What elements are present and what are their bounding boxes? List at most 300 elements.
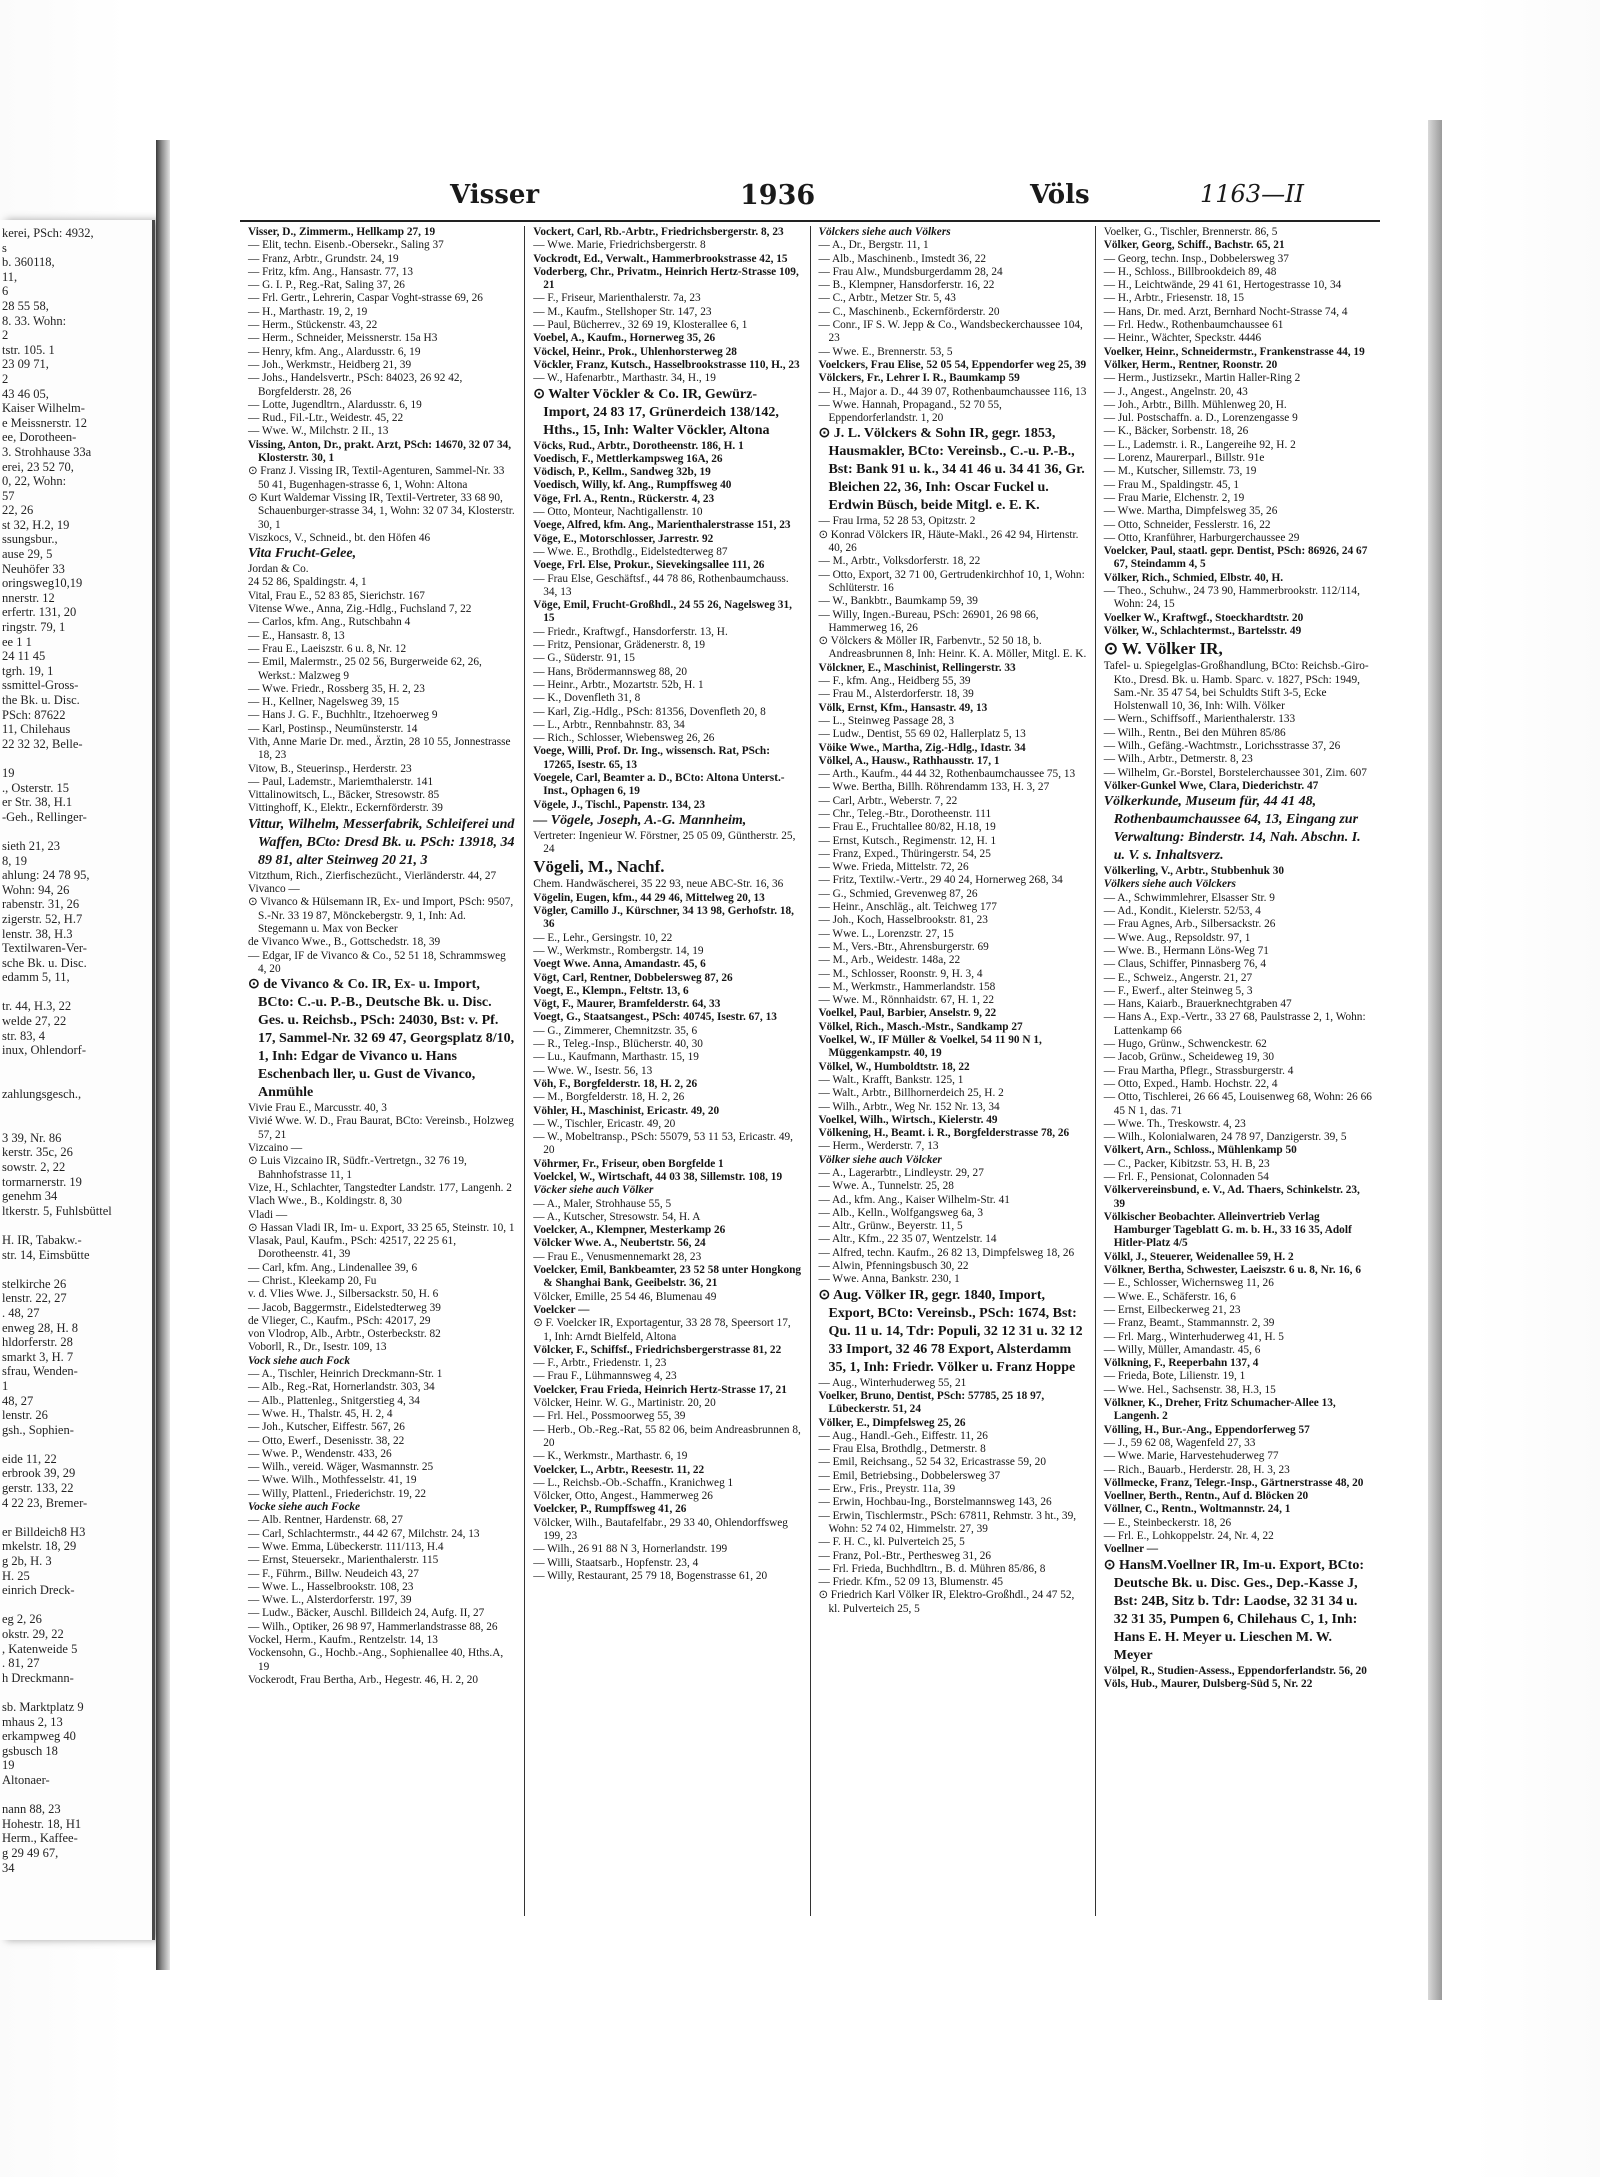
directory-entry: — A., Maler, Strohhause 55, 5: [533, 1197, 672, 1210]
directory-entry: — Wwe. W., Milchstr. 2 II., 13: [248, 425, 389, 438]
directory-entry: — Rich., Schlosser, Wiebensweg 26, 26: [533, 732, 715, 745]
directory-entry: — Wwe. B., Hermann Löns-Weg 71: [1103, 944, 1269, 957]
directory-entry: Vita Frucht-Gelee,: [248, 546, 357, 562]
directory-entry: Völkening, H., Beamt. i. R., Borgfelderstrasse 78, 26: [818, 1127, 1070, 1140]
directory-entry: — Frl. Hel., Possmoorweg 55, 39: [533, 1410, 686, 1423]
directory-entry: Vockel, Herm., Kaufm., Rentzelstr. 14, 13: [248, 1634, 438, 1647]
directory-entry: Voelcker, Frau Frieda, Heinrich Hertz-Strasse 17, 21: [533, 1383, 787, 1396]
directory-entry: — Lu., Kaufmann, Marthastr. 15, 19: [533, 1051, 699, 1064]
directory-entry: — Johs., Handelsvertr., PSch: 84023, 26 92 42, Borgfelderstr. 28, 26: [248, 372, 463, 398]
directory-entry: — Otto, Monteur, Nachtigallenstr. 10: [533, 506, 703, 519]
directory-entry: Völker siehe auch Völcker: [818, 1153, 942, 1166]
previous-page-line: genehm 34: [2, 1189, 58, 1204]
previous-page-line: erfertr. 131, 20: [2, 605, 77, 620]
directory-entry: — Wilh., Arbtr., Detmerstr. 8, 23: [1103, 753, 1253, 766]
directory-entry: Völkers siehe auch Völckers: [1103, 878, 1236, 891]
directory-entry: — Wwe. L., Alsterdorferstr. 197, 39: [248, 1594, 412, 1607]
directory-entry: — J., Angest., Angelnstr. 20, 43: [1103, 385, 1248, 398]
previous-page-line: okstr. 29, 22: [2, 1627, 64, 1641]
directory-entry: — Walt., Krafft, Bankstr. 125, 1: [818, 1073, 964, 1086]
running-head-last-entry: Völs: [1030, 180, 1090, 210]
directory-entry: ⊙ Völckers & Möller IR, Farbenvtr., 52 50 18, b. Andreasbrunnen 8, Inh: Heinr. K. A. Möller, Mitgl. E. K.: [818, 635, 1087, 661]
directory-entry: — Willy, Restaurant, 25 79 18, Bogenstrasse 61, 20: [533, 1569, 768, 1582]
directory-entry: Voebel, A., Kaufm., Hornerweg 35, 26: [533, 332, 716, 345]
directory-entry: — C., Packer, Kibitzstr. 53, H. B, 23: [1103, 1157, 1270, 1170]
directory-entry: Vockensohn, G., Hochb.-Ang., Sophienallee 40, Hths.A, 19: [248, 1647, 504, 1673]
directory-entry: — Otto, Exped., Hamb. Hochstr. 22, 4: [1103, 1077, 1278, 1090]
directory-entry: — Rich., Bauarb., Herderstr. 28, H. 3, 23: [1103, 1463, 1290, 1476]
directory-entry: Vital, Frau E., 52 83 85, Sierichstr. 167: [248, 589, 425, 602]
previous-page-text: [0, 220, 152, 1875]
directory-entry: — Frau E., Fruchtallee 80/82, H.18, 19: [818, 821, 996, 834]
directory-entry: — Hans, Brödermannsweg 88, 20: [533, 665, 687, 678]
directory-entry: — Joh., Arbtr., Billh. Mühlenweg 20, H.: [1103, 398, 1287, 411]
directory-entry: — Wilh., Gefäng.-Wachtmstr., Lorichsstrasse 37, 26: [1103, 739, 1341, 752]
previous-page-line: lenstr. 38, H.3: [2, 926, 73, 941]
previous-page-line: kerei, PSch: 4932,: [2, 226, 94, 240]
directory-entry: — M., Arbtr., Volksdorferstr. 18, 22: [818, 555, 981, 568]
directory-entry: — Hans, Kaiarb., Brauerknechtgraben 47: [1103, 998, 1292, 1011]
directory-entry: — Willi, Staatsarb., Hopfenstr. 23, 4: [533, 1556, 699, 1569]
previous-page-line: Textilwaren-Ver-: [2, 941, 87, 956]
directory-entry: — Alb., Plattenleg., Snitgerstieg 4, 34: [248, 1394, 420, 1407]
directory-entry: Voege, Frl. Else, Prokur., Sievekingsallee 111, 26: [533, 559, 765, 572]
directory-entry: Völker, Herm., Rentner, Roonstr. 20: [1103, 358, 1278, 371]
directory-entry: — Elit, techn. Eisenb.-Obersekr., Saling 37: [248, 239, 444, 252]
directory-entry: Voborll, R., Dr., Isestr. 109, 13: [248, 1341, 387, 1354]
column-4: [1095, 226, 1380, 1916]
directory-entry: Chem. Handwäscherei, 35 22 93, neue ABC-Str. 16, 36: [533, 878, 784, 891]
previous-page-line: ause 29, 5: [2, 547, 53, 562]
previous-page-line: ee, Dorotheen-: [2, 430, 77, 445]
directory-entry: — E., Schlosser, Wichernsweg 11, 26: [1103, 1277, 1274, 1290]
directory-entry: Völkel, W., Humboldtstr. 18, 22: [818, 1060, 970, 1073]
directory-entry: — F. H. C., kl. Pulverteich 25, 5: [818, 1536, 965, 1549]
previous-page-line: tstr. 105. 1: [2, 342, 55, 357]
directory-entry: 24 52 86, Spaldingstr. 4, 1: [248, 576, 367, 589]
previous-page-line: gsh., Sophien-: [2, 1422, 74, 1437]
directory-entry: Vitzthum, Rich., Zierfischezücht., Vierländerstr. 44, 27: [248, 869, 497, 882]
directory-entry: Völkert, Arn., Schloss., Mühlenkamp 50: [1103, 1144, 1297, 1157]
directory-entry: — Conr., IF S. W. Jepp & Co., Wandsbeckerchaussee 104, 23: [818, 319, 1083, 345]
directory-entry: Voege, Willi, Prof. Dr. Ing., wissensch. Rat, PSch: 17265, Isestr. 65, 13: [533, 745, 770, 771]
directory-entry: — Heinr., Wächter, Speckstr. 4446: [1103, 332, 1262, 345]
directory-entry: ⊙ de Vivanco & Co. IR, Ex- u. Import, BCto: C.-u. P.-B., Deutsche Bk. u. Disc. Ges. u. Reichsb., PSch: 24030, Bst: v. Pf. 17, Sammel-Nr. 32 69 47, Georgsplatz 8/10, 1, Inh: Edgar de Vivanco u. Hans Eschenbach ller, u. Gust de Vivanco, Anmühle: [248, 977, 515, 1101]
previous-page-line: erei, 23 52 70,: [2, 459, 74, 474]
directory-entry: — Wilh., Arbtr., Weg Nr. 152 Nr. 13, 34: [818, 1100, 1000, 1113]
directory-entry: — L., Lademstr. i. R., Langereihe 92, H. 2: [1103, 438, 1296, 451]
directory-entry: — A., Schwimmlehrer, Elsasser Str. 9: [1103, 891, 1275, 904]
directory-entry: Vizcaino —: [248, 1142, 303, 1155]
directory-entry: — Heinr., Arbtr., Mozartstr. 52b, H. 1: [533, 678, 704, 691]
previous-page-line: Wohn: 94, 26: [2, 882, 70, 897]
directory-entry: — Frau Marie, Elchenstr. 2, 19: [1103, 491, 1245, 504]
page-edge-shadow: [1428, 120, 1442, 2000]
directory-entry: Vlasak, Paul, Kaufm., PSch: 42517, 22 25 61, Dorotheenstr. 41, 39: [248, 1235, 457, 1261]
directory-entry: — H., Marthastr. 19, 2, 19: [248, 305, 368, 318]
directory-entry: — Wilhelm, Gr.-Borstel, Borstelerchaussee 301, Zim. 607: [1103, 766, 1367, 779]
directory-entry: — C., Arbtr., Metzer Str. 5, 43: [818, 292, 956, 305]
directory-entry: — Lotte, Jugendltrn., Alardusstr. 6, 19: [248, 398, 422, 411]
directory-entry: — Wilh., 26 91 88 N 3, Hornerlandstr. 199: [533, 1543, 728, 1556]
directory-entry: — G. I. P., Reg.-Rat, Saling 37, 26: [248, 279, 405, 292]
directory-entry: — Fritz, Textilw.-Vertr., 29 40 24, Hornerweg 268, 34: [818, 874, 1063, 887]
previous-page-line: mhaus 2, 13: [2, 1714, 63, 1729]
directory-entry: — K., Werkmstr., Marthastr. 6, 19: [533, 1450, 688, 1463]
directory-entry: — Herb., Ob.-Reg.-Rat, 55 82 06, beim Andreasbrunnen 8, 20: [533, 1423, 801, 1449]
previous-page-line: 48, 27: [2, 1393, 34, 1408]
previous-page-line: mkelstr. 18, 29: [2, 1539, 77, 1554]
directory-entry: — Wwe. Frieda, Mittelstr. 72, 26: [818, 861, 969, 874]
previous-page-line: ee 1 1: [2, 634, 32, 649]
directory-entry: — Wwe. E., Brennerstr. 53, 5: [818, 345, 953, 358]
directory-entry: — Ernst, Steuersekr., Marienthalerstr. 115: [248, 1554, 439, 1567]
directory-entry: Vittur, Wilhelm, Messerfabrik, Schleiferei und Waffen, BCto: Dresd Bk. u. PSch: 13918, 34 89 81, alter Steinweg 20 21, 3: [248, 816, 515, 868]
running-head-first-entry: Visser: [450, 180, 540, 210]
directory-entry: Völkner, K., Dreher, Fritz Schumacher-Allee 13, Langenh. 2: [1103, 1397, 1336, 1423]
directory-entry: — Wwe. H., Thalstr. 45, H. 2, 4: [248, 1407, 393, 1420]
directory-entry: ⊙ Aug. Völker IR, gegr. 1840, Import, Export, BCto: Vereinsb., PSch: 1674, Bst: Qu. 11 u. 14, Tdr: Populi, 32 12 31 u. 32 12 33 Import, 32 46 78 Export, Alsterdamm 35, 1, Inh: Friedr. Völker u. Franz Hoppe: [818, 1287, 1083, 1375]
previous-page-line: sowstr. 2, 22: [2, 1160, 66, 1174]
previous-page-line: [2, 824, 148, 839]
directory-entry: — W., Werkmstr., Rombergstr. 14, 19: [533, 944, 704, 957]
directory-entry: — Wwe. Emma, Lübeckerstr. 111/113, H.4: [248, 1540, 444, 1553]
directory-entry: — L., Reichsb.-Ob.-Schaffn., Kranichweg 1: [533, 1476, 734, 1489]
directory-entry: — L., Arbtr., Rennbahnstr. 83, 34: [533, 718, 685, 731]
directory-entry: — Ad., Kondit., Kielerstr. 52/53, 4: [1103, 905, 1261, 918]
directory-entry: — Frl. Gertr., Lehrerin, Caspar Voght-strasse 69, 26: [248, 292, 483, 305]
directory-entry: — Paul, Lademstr., Mariemthalerstr. 141: [248, 775, 434, 788]
directory-entry: Voelcker, Paul, staatl. gepr. Dentist, PSch: 86926, 24 67 67, Steindamm 4, 5: [1103, 545, 1368, 571]
directory-entry: Voelker, G., Tischler, Brennerstr. 86, 5: [1103, 226, 1278, 238]
directory-entry: — Wwe. Martha, Dimpfelsweg 35, 26: [1103, 505, 1278, 518]
directory-entry: — Frau Else, Geschäftsf., 44 78 86, Rothenbaumchauss. 34, 13: [533, 572, 789, 598]
directory-entry: — Ernst, Eilbeckerweg 21, 23: [1103, 1303, 1241, 1316]
previous-page-line: Hohestr. 18, H1: [2, 1816, 82, 1831]
directory-entry: — Wilh., Rentn., Bei den Mühren 85/86: [1103, 726, 1286, 739]
directory-entry: — E., Lehr., Gersingstr. 10, 22: [533, 931, 673, 944]
directory-entry: ⊙ W. Völker IR,: [1103, 639, 1223, 659]
previous-page-line: [2, 1685, 148, 1700]
previous-page-line: 23 09 71,: [2, 357, 49, 372]
previous-page-line: 28 55 58,: [2, 298, 49, 313]
directory-entry: — Wwe. E., Brothdlg., Eidelstedterweg 87: [533, 545, 728, 558]
directory-entry: Vittinghoff, K., Elektr., Eckernförderstr. 39: [248, 802, 443, 815]
previous-page-line: lenstr. 22, 27: [2, 1291, 67, 1306]
directory-entry: — H., Major a. D., 44 39 07, Rothenbaumchaussee 116, 13: [818, 385, 1087, 398]
directory-entry: — Theo., Schuhw., 24 73 90, Hammerbrookstr. 112/114, Wohn: 24, 15: [1103, 585, 1360, 611]
directory-entry: ⊙ HansM.Voellner IR, Im-u. Export, BCto: Deutsche Bk. u. Disc. Ges., Dep.-Kasse J, Bst: 24B, Sitz b. Tdr: Laodse, 32 31 34 u. 32 31 35, Pumpen 6, Chilehaus C, 1, Inh: Hans E. H. Meyer u. Lieschen M. W. Meyer: [1103, 1557, 1364, 1663]
directory-entry: — Frl. Frieda, Buchhdltrn., B. d. Mühren 85/86, 8: [818, 1562, 1046, 1575]
previous-page-line: hldorferstr. 28: [2, 1335, 73, 1350]
directory-entry: — Franz, Exped., Thüringerstr. 54, 25: [818, 847, 991, 860]
directory-entry: — M., Werkmstr., Hammerlandstr. 158: [818, 980, 996, 993]
directory-entry: de Vivanco Wwe., B., Gottschedstr. 18, 39: [248, 936, 441, 949]
previous-page-line: [2, 1788, 148, 1803]
previous-page-line: [2, 751, 148, 766]
directory-entry: — Christ., Kleekamp 20, Fu: [248, 1275, 377, 1287]
previous-page-line: einrich Dreck-: [2, 1583, 75, 1598]
previous-page-line: Altonaer-: [2, 1772, 50, 1787]
directory-entry: — Frl. F., Pensionat, Colonnaden 54: [1103, 1171, 1269, 1183]
previous-page-line: ., Osterstr. 15: [2, 780, 70, 795]
previous-page-line: ltkerstr. 5, Fuhlsbüttel: [2, 1203, 112, 1218]
directory-entry: Vockrodt, Ed., Verwalt., Hammerbrookstrasse 42, 15: [533, 252, 788, 265]
directory-entry: Völk, Ernst, Kfm., Hansastr. 49, 13: [818, 701, 988, 714]
directory-entry: Völling, H., Bur.-Ang., Eppendorferweg 57: [1103, 1423, 1310, 1436]
directory-entry: — Alb. Rentner, Hardenstr. 68, 27: [248, 1514, 403, 1527]
directory-entry: — Edgar, IF de Vivanco & Co., 52 51 18, Schrammsweg 4, 20: [248, 949, 506, 975]
directory-entry: — M., Arb., Weidestr. 148a, 22: [818, 954, 961, 967]
directory-entry: — G., Süderstr. 91, 15: [533, 652, 635, 665]
directory-entry: Voedisch, Willy, kf. Ang., Rumpffsweg 40: [533, 479, 732, 492]
directory-entry: de Vlieger, C., Kaufm., PSch: 42017, 29: [248, 1314, 431, 1327]
directory-entry: — Wwe. M., Rönnhaidstr. 67, H. 1, 22: [818, 994, 995, 1007]
directory-entry: Vögler, Camillo J., Kürschner, 34 13 98, Gerhofstr. 18, 36: [533, 905, 795, 931]
directory-entry: Voelkel, W., IF Müller & Voelkel, 54 11 90 N 1, Müggenkampstr. 40, 19: [818, 1034, 1042, 1060]
directory-entry: Viszkocs, V., Schneid., bt. den Höfen 46: [248, 531, 431, 544]
previous-page-line: ssmittel-Gross-: [2, 678, 79, 693]
previous-page-line: 4 22 23, Bremer-: [2, 1495, 88, 1510]
previous-page-line: -Geh., Rellinger-: [2, 809, 87, 824]
directory-entry: Vladi —: [248, 1208, 288, 1221]
directory-entry: — Aug., Winterhuderweg 55, 21: [818, 1376, 967, 1389]
directory-entry: Vöhler, H., Maschinist, Ericastr. 49, 20: [533, 1104, 720, 1117]
directory-entry: Voelker, Heinr., Schneidermstr., Frankenstrasse 44, 19: [1103, 345, 1365, 358]
directory-entry: — E., Schweiz., Angerstr. 21, 27: [1103, 971, 1253, 984]
directory-entry: Voelcker, L., Arbtr., Reesestr. 11, 22: [533, 1463, 705, 1476]
directory-entry: — Lorenz, Maurerparl., Billstr. 91e: [1103, 452, 1265, 465]
previous-page-line: ringstr. 79, 1: [2, 620, 66, 635]
previous-page-line: zahlungsgesch.,: [2, 1087, 82, 1102]
directory-entry: Vitense Wwe., Anna, Zig.-Hdlg., Fuchsland 7, 22: [248, 603, 472, 616]
directory-entry: Visser, D., Zimmerm., Hellkamp 27, 19: [248, 226, 436, 238]
previous-page-line: 0, 22, Wohn:: [2, 474, 67, 489]
directory-entry: — H., Arbtr., Friesenstr. 18, 15: [1103, 292, 1245, 305]
directory-entry: — Otto, Export, 32 71 00, Gertrudenkirchhof 10, 1, Wohn: Schlüterstr. 16: [818, 568, 1085, 594]
directory-entry: — Carlos, kfm. Ang., Rutschbahn 4: [248, 616, 411, 629]
previous-page-line: g 2b, H. 3: [2, 1554, 52, 1569]
directory-entry: Vockerodt, Frau Bertha, Arb., Hegestr. 46, H. 2, 20: [248, 1673, 479, 1686]
directory-entry: — Karl, Postinsp., Neumünsterstr. 14: [248, 722, 418, 735]
directory-entry: — Wwe. Aug., Repsoldstr. 97, 1: [1103, 931, 1251, 944]
directory-entry: Vittalinowitsch, L., Bäcker, Stresowstr. 85: [248, 789, 440, 802]
previous-page-line: PSch: 87622: [2, 707, 66, 722]
previous-page-line: er Str. 38, H.1: [2, 795, 73, 810]
directory-entry: — Otto, Kranführer, Harburgerchaussee 29: [1103, 531, 1300, 544]
directory-entry: — Willy, Plattenl., Friederichstr. 19, 22: [248, 1487, 427, 1500]
directory-entry: — A., Kutscher, Stresowstr. 54, H. A: [533, 1210, 701, 1223]
directory-entry: Vöike Wwe., Martha, Zig.-Hdlg., Idastr. 34: [818, 741, 1026, 754]
directory-entry: — Hans, Dr. med. Arzt, Bernhard Nocht-Strasse 74, 4: [1103, 305, 1348, 318]
previous-page-line: eide 11, 22: [2, 1451, 57, 1466]
directory-entry: Völker, Rich., Schmied, Elbstr. 40, H.: [1103, 571, 1284, 584]
previous-page-line: e Meissnerstr. 12: [2, 415, 88, 430]
directory-entry: — Frau Agnes, Arb., Silbersackstr. 26: [1103, 918, 1276, 931]
previous-page-line: sfrau, Wenden-: [2, 1364, 78, 1379]
directory-entry: — K., Bäcker, Sorbenstr. 18, 26: [1103, 425, 1249, 438]
directory-entry: Voellner, Berth., Rentn., Auf d. Blöcken 20: [1103, 1490, 1309, 1503]
previous-page-line: zigerstr. 52, H.7: [2, 911, 83, 926]
directory-entry: Völcker, F., Schiffsf., Friedrichsbergerstrasse 81, 22: [533, 1343, 782, 1356]
previous-page-line: 22 32 32, Belle-: [2, 736, 83, 751]
directory-entry: — A., Lagerarbtr., Lindleystr. 29, 27: [818, 1167, 984, 1179]
directory-entry: — Ludw., Dentist, 55 69 02, Hallerplatz 5, 13: [818, 728, 1026, 741]
directory-entry: — Wwe. Friedr., Rossberg 35, H. 2, 23: [248, 682, 425, 695]
directory-entry: — W., Tischler, Ericastr. 49, 20: [533, 1117, 676, 1130]
directory-entry: — F., Führm., Billw. Neudeich 43, 27: [248, 1567, 419, 1580]
directory-entry: Vockert, Carl, Rb.-Arbtr., Friedrichsbergerstr. 8, 23: [533, 226, 784, 238]
directory-entry: — Franz, Beamt., Stammannstr. 2, 39: [1103, 1317, 1275, 1330]
directory-entry: — Erwin, Tischlermstr., PSch: 67811, Rehmstr. 3 ht., 39, Wohn: 52 74 02, Himmelstr. 27, 39: [818, 1509, 1077, 1535]
directory-entry: — Walt., Arbtr., Billhornerdeich 25, H. 2: [818, 1087, 1004, 1100]
directory-entry: — Jul. Postschaffn. a. D., Lorenzengasse 9: [1103, 412, 1298, 425]
directory-entry: Voegt, G., Staatsangest., PSch: 40745, Isestr. 67, 13: [533, 1011, 777, 1024]
header-rule: [240, 220, 1380, 222]
directory-entry: — Frl. Hedw., Rothenbaumchaussee 61: [1103, 319, 1284, 332]
directory-entry: ⊙ Walter Vöckler & Co. IR, Gewürz-Import, 24 83 17, Grünerdeich 138/142, Hths., 15, Inh: Walter Vöckler, Altona: [533, 386, 779, 438]
directory-entry: — Hans A., Exp.-Vertr., 33 27 68, Paulstrasse 2, 1, Wohn: Lattenkamp 66: [1103, 1011, 1366, 1037]
directory-entry: — Hugo, Grünw., Schwenckestr. 62: [1103, 1038, 1267, 1051]
previous-page-line: tgrh. 19, 1: [2, 663, 54, 678]
directory-entry: ⊙ Kurt Waldemar Vissing IR, Textil-Vertreter, 33 68 90, Schauenburger-strasse 34, 1, Wohn: 32 07 34, Klosterstr. 30, 1: [248, 491, 515, 531]
directory-entry: — Willy, Ingen.-Bureau, PSch: 26901, 26 98 66, Hammerweg 16, 26: [818, 608, 1039, 634]
directory-entry: — Frau E., Laeiszstr. 6 u. 8, Nr. 12: [248, 642, 407, 655]
directory-entry: Voegele, Carl, Beamter a. D., BCto: Altona Unterst.-Inst., Ophagen 6, 19: [533, 771, 785, 798]
directory-entry: Voelker, Bruno, Dentist, PSch: 57785, 25 18 97, Lübeckerstr. 51, 24: [818, 1389, 1045, 1416]
directory-entry: — Wwe. Marie, Friedrichsbergerstr. 8: [533, 239, 706, 252]
directory-entry: Vivie Frau E., Marcusstr. 40, 3: [248, 1102, 387, 1115]
directory-entry: Voege, Alfred, kfm. Ang., Marienthalerstrasse 151, 23: [533, 519, 791, 532]
previous-page-line: gerstr. 133, 22: [2, 1481, 74, 1496]
previous-page-line: Kaiser Wilhelm-: [2, 401, 85, 416]
previous-page-line: 2: [2, 371, 9, 386]
directory-entry: — Frl. E., Lohkoppelstr. 24, Nr. 4, 22: [1103, 1530, 1274, 1543]
directory-entry: — Wwe. Anna, Bankstr. 230, 1: [818, 1273, 960, 1286]
directory-entry: Voelcker —: [533, 1303, 590, 1316]
directory-entry: — Wwe. E., Schäferstr. 16, 6: [1103, 1290, 1236, 1303]
directory-entry: Vöhrmer, Fr., Friseur, oben Borgfelde 1: [533, 1157, 724, 1170]
directory-entry: — Jacob, Grünw., Scheideweg 19, 30: [1103, 1051, 1275, 1064]
directory-entry: — Alwin, Pfenningsbusch 30, 22: [818, 1260, 969, 1273]
previous-page-line: [2, 1058, 148, 1073]
directory-entry: — Vögele, Joseph, A.-G. Mannheim,: [533, 812, 747, 828]
directory-entry: Vöcks, Rud., Arbtr., Dorotheenstr. 186, H. 1: [533, 439, 744, 452]
directory-entry: — Alb., Reg.-Rat, Hornerlandstr. 303, 34: [248, 1381, 435, 1394]
directory-entry: — Wilh., Optiker, 26 98 97, Hammerlandstrasse 88, 26: [248, 1620, 498, 1633]
directory-entry: — Wwe. Hel., Sachsenstr. 38, H.3, 15: [1103, 1383, 1276, 1396]
directory-entry: — Wwe. Wilh., Mothfesselstr. 41, 19: [248, 1474, 417, 1487]
directory-entry: — Joh., Koch, Hasselbrookstr. 81, 23: [818, 914, 988, 927]
directory-entry: — M., Borgfelderstr. 18, H. 2, 26: [533, 1091, 685, 1104]
directory-entry: Vöckel, Heinr., Prok., Uhlenhorsterweg 28: [533, 345, 737, 358]
previous-page-line: h Dreckmann-: [2, 1670, 74, 1685]
previous-page-line: sieth 21, 23: [2, 838, 60, 853]
previous-page-line: [2, 1072, 148, 1087]
directory-entry: Vissing, Anton, Dr., prakt. Arzt, PSch: 14670, 32 07 34, Klosterstr. 30, 1: [248, 438, 512, 465]
directory-entry: Völkel, Rich., Masch.-Mstr., Sandkamp 27: [818, 1020, 1023, 1033]
directory-entry: — Herm., Schneider, Meissnerstr. 15a H3: [248, 332, 438, 345]
previous-page-line: 57: [2, 488, 15, 503]
directory-entry: — R., Teleg.-Insp., Blücherstr. 40, 30: [533, 1038, 703, 1051]
page-number: 1163—II: [1200, 180, 1305, 208]
directory-entry: Vöh, F., Borgfelderstr. 18, H. 2, 26: [533, 1077, 698, 1090]
directory-entry: — Herm., Werderstr. 7, 13: [818, 1140, 939, 1153]
directory-entry: Voelkel, Paul, Barbier, Anselstr. 9, 22: [818, 1007, 997, 1020]
previous-page-line: sche Bk. u. Disc.: [2, 955, 87, 970]
directory-entry: — Ad., kfm. Ang., Kaiser Wilhelm-Str. 41: [818, 1193, 1010, 1206]
directory-entry: — Emil, Reichsang., 52 54 32, Ericastrasse 59, 20: [818, 1456, 1046, 1469]
directory-entry: — Erwin, Hochbau-Ing., Borstelmannsweg 143, 26: [818, 1496, 1052, 1509]
previous-page-line: enweg 28, H. 8: [2, 1320, 79, 1335]
directory-entry: ⊙ F. Voelcker IR, Exportagentur, 33 28 78, Speersort 17, 1, Inh: Arndt Bielfeld, Altona: [533, 1317, 791, 1343]
column-3: [810, 226, 1095, 1916]
directory-entry: — Arth., Kaufm., 44 44 32, Rothenbaumchaussee 75, 13: [818, 768, 1076, 781]
previous-page-line: rabenstr. 31, 26: [2, 897, 80, 912]
directory-entry: — F., kfm. Ang., Heidberg 55, 39: [818, 675, 971, 688]
previous-page-line: oringsweg10,19: [2, 576, 83, 591]
directory-entry: — Karl, Zig.-Hdlg., PSch: 81356, Dovenfleth 20, 8: [533, 705, 766, 718]
directory-entry: Vöckler, Franz, Kutsch., Hasselbrookstrasse 110, H., 23: [533, 358, 800, 371]
directory-entry: — M., Kutscher, Sillemstr. 73, 19: [1103, 465, 1257, 478]
directory-entry: — Willy, Müller, Amandastr. 45, 6: [1103, 1343, 1261, 1356]
directory-entry: — Herm., Stückenstr. 43, 22: [248, 319, 378, 332]
previous-page-line: 24 11 45: [2, 649, 46, 664]
directory-entry: — Erw., Fris., Preystr. 11a, 39: [818, 1483, 956, 1496]
previous-page-line: erkampweg 40: [2, 1729, 76, 1744]
directory-entry: — Wwe. W., Isestr. 56, 13: [533, 1064, 653, 1077]
directory-entry: — H., Schloss., Billbrookdeich 89, 48: [1103, 265, 1277, 278]
previous-page-line: smarkt 3, H. 7: [2, 1349, 74, 1364]
directory-entry: — Alfred, techn. Kaufm., 26 82 13, Dimpfelsweg 18, 26: [818, 1246, 1075, 1259]
directory-entry: — M., Schlosser, Roonstr. 9, H. 3, 4: [818, 967, 983, 980]
directory-entry: — Wwe. A., Tunnelstr. 25, 28: [818, 1180, 954, 1193]
directory-entry: Völcker, Heinr. W. G., Martinistr. 20, 20: [533, 1397, 716, 1410]
directory-entry: — Otto, Tischlerei, 26 66 45, Louisenweg 68, Wohn: 26 66 45 N 1, das. 71: [1103, 1091, 1372, 1117]
directory-entry: Vöge, Emil, Frucht-Großhdl., 24 55 26, Nagelsweg 31, 15: [533, 599, 792, 625]
directory-entry: — Wwe. Hannah, Propagand., 52 70 55, Eppendorferlandstr. 1, 20: [818, 398, 1002, 425]
directory-entry: Vitow, B., Steuerinsp., Herderstr. 23: [248, 762, 412, 775]
directory-entry: Völckers, Fr., Lehrer I. R., Baumkamp 59: [818, 372, 1020, 385]
directory-entry: — F., Friseur, Marienthalerstr. 7a, 23: [533, 292, 701, 305]
previous-page-line: , Katenweide 5: [2, 1641, 78, 1656]
previous-page-line: [2, 1510, 148, 1525]
previous-page-line: eg 2, 26: [2, 1612, 42, 1627]
previous-page-line: 2: [2, 328, 9, 343]
directory-entry: — Claus, Schiffer, Pinnasberg 76, 4: [1103, 958, 1267, 971]
directory-entry: Völcker Wwe. A., Neubertstr. 56, 24: [533, 1237, 706, 1250]
directory-entry: — Alb., Maschinenb., Imstedt 36, 22: [818, 252, 987, 265]
previous-page-line: [2, 1598, 148, 1613]
directory-entry: Völpel, R., Studien-Assess., Eppendorferlandstr. 56, 20: [1103, 1664, 1367, 1677]
previous-page-line: inux, Ohlendorf-: [2, 1043, 87, 1058]
previous-page-line: welde 27, 22: [2, 1014, 67, 1029]
page-header: [170, 180, 1428, 220]
directory-entry: Völker, Georg, Schiff., Bachstr. 65, 21: [1103, 239, 1285, 252]
directory-entry: — Ernst, Kutsch., Regimenstr. 12, H. 1: [818, 834, 997, 847]
directory-entry: — Paul, Bücherrev., 32 69 19, Klosterallee 6, 1: [533, 319, 748, 332]
directory-entry: Voelckel, W., Wirtschaft, 44 03 38, Sillemstr. 108, 19: [533, 1171, 783, 1183]
directory-entry: — Frau M., Spaldingstr. 45, 1: [1103, 478, 1240, 491]
directory-entry: Völcker, Otto, Angest., Hammerweg 26: [533, 1490, 713, 1503]
directory-entry: — Frau Alw., Mundsburgerdamm 28, 24: [818, 265, 1003, 278]
directory-entry: Vock siehe auch Fock: [248, 1354, 350, 1367]
previous-page-line: 6: [2, 284, 9, 299]
directory-entry: — Hans J. G. F., Buchhltr., Itzehoerweg 9: [248, 709, 438, 722]
directory-entry: — Friedr. Kfm., 52 09 13, Blumenstr. 45: [818, 1576, 1004, 1589]
directory-entry: — Aug., Handl.-Geh., Eiffestr. 11, 26: [818, 1429, 988, 1442]
previous-page-line: nann 88, 23: [2, 1802, 61, 1817]
